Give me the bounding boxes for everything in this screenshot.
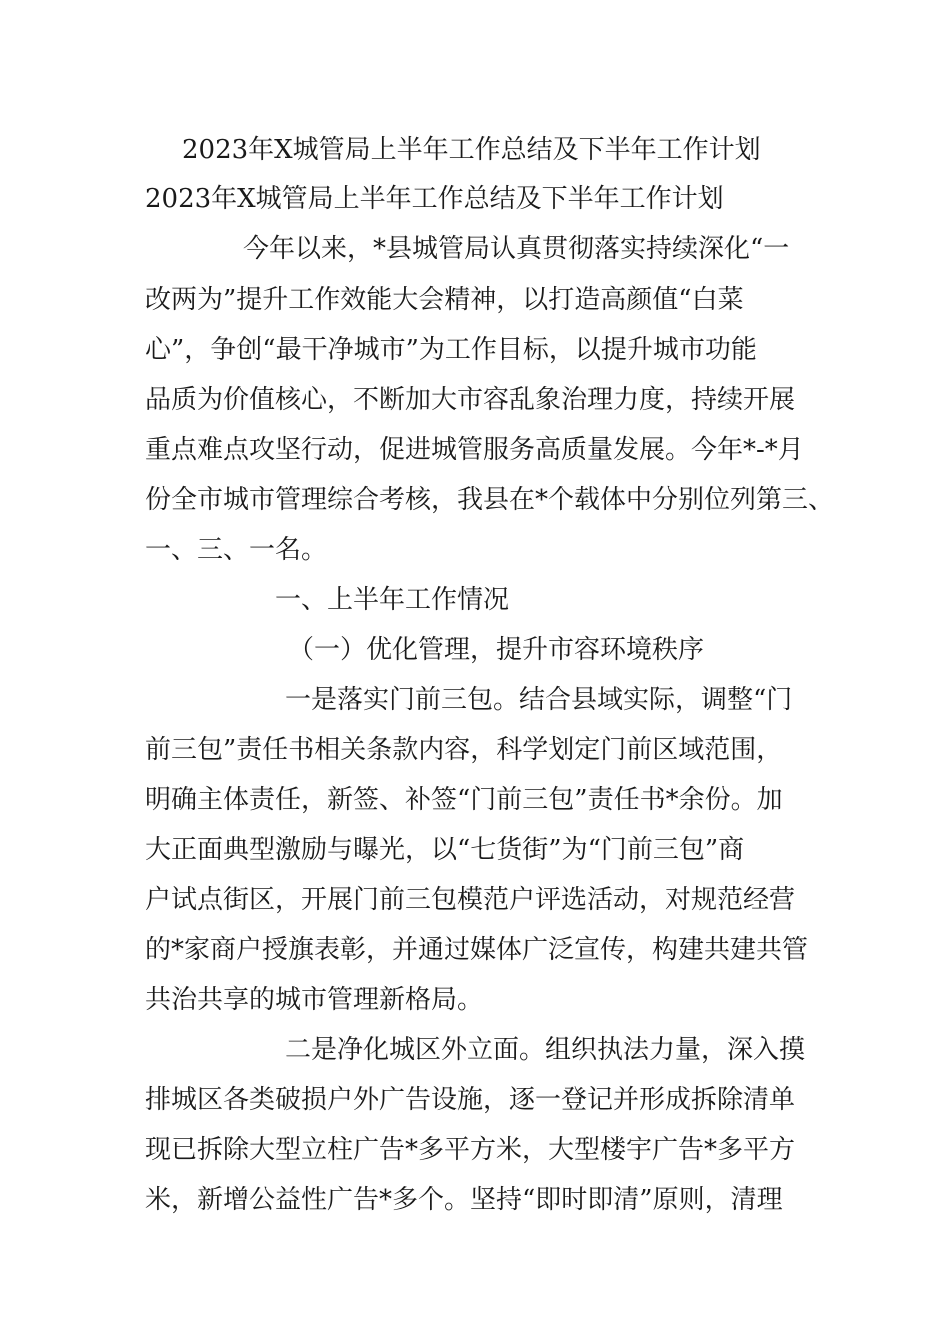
intro-line: 改两为”提升工作效能大会精神，以打造高颜值“白菜 (145, 285, 744, 315)
paragraph-line: 二是净化城区外立面。组织执法力量，深入摸 (285, 1035, 806, 1065)
paragraph-line: 户试点街区，开展门前三包模范户评选活动，对规范经营 (145, 885, 796, 915)
intro-line: 今年以来，*县城管局认真贯彻落实持续深化“一 (243, 234, 790, 264)
paragraph-line: 前三包”责任书相关条款内容，科学划定门前区域范围， (145, 735, 783, 765)
intro-line: 重点难点攻坚行动，促进城管服务高质量发展。今年*-*月 (145, 435, 804, 465)
paragraph-line: 的*家商户授旗表彰，并通过媒体广泛宣传，构建共建共管 (145, 935, 809, 965)
paragraph-line: 排城区各类破损户外广告设施，逐一登记并形成拆除清单 (145, 1085, 796, 1115)
intro-line: 品质为价值核心，不断加大市容乱象治理力度，持续开展 (145, 385, 796, 415)
paragraph-line: 现已拆除大型立柱广告*多平方米，大型楼宇广告*多平方 (145, 1135, 796, 1165)
intro-line: 一、三、一名。 (145, 535, 328, 565)
section-heading: 一、上半年工作情况 (275, 585, 510, 615)
paragraph-line: 大正面典型激励与曝光，以“七货街”为“门前三包”商 (145, 835, 745, 865)
paragraph-line: 米，新增公益性广告*多个。坚持“即时即清”原则，清理 (145, 1185, 783, 1215)
subsection-heading: （一）优化管理，提升市容环境秩序 (288, 635, 705, 665)
intro-line: 心”，争创“最干净城市”为工作目标，以提升城市功能 (145, 335, 757, 365)
intro-line: 份全市城市管理综合考核，我县在*个载体中分别位列第三、 (145, 485, 835, 515)
document-title: 2023年X城管局上半年工作总结及下半年工作计划 (182, 135, 761, 165)
paragraph-line: 共治共享的城市管理新格局。 (145, 985, 484, 1015)
document-title-repeat: 2023年X城管局上半年工作总结及下半年工作计划 (145, 184, 724, 214)
paragraph-line: 明确主体责任，新签、补签“门前三包”责任书*余份。加 (145, 785, 783, 815)
paragraph-line: 一是落实门前三包。结合县域实际，调整“门 (285, 685, 793, 715)
